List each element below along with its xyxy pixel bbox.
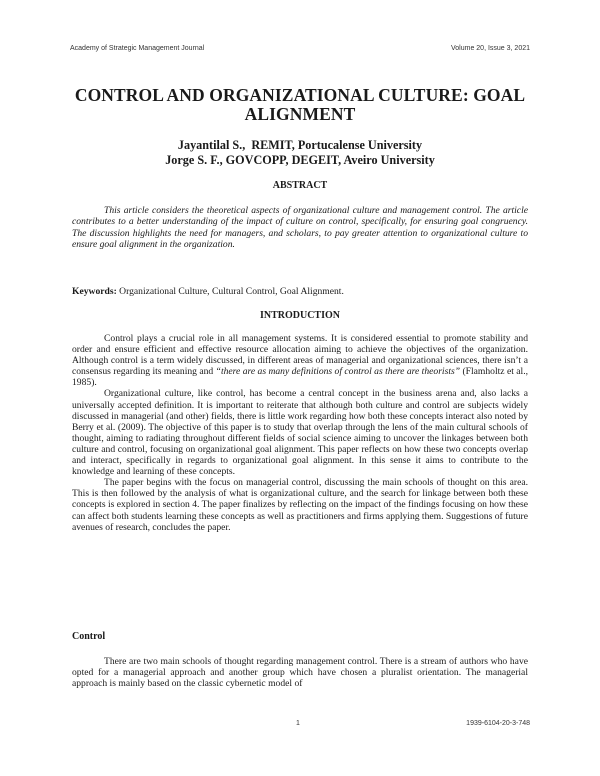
control-heading: Control	[72, 631, 106, 642]
abstract-heading: ABSTRACT	[272, 180, 328, 191]
control-paragraph-1: There are two main schools of thought regarding management control. There is a stream of authors who have opted for a managerial approach and another group which have chosen a pluralist orientation. The managerial approach is mainly based on the classic cybernetic model of	[72, 656, 528, 690]
intro-paragraph-3: The paper begins with the focus on managerial control, discussing the main schools of thought on this area. This is then followed by the analysis of what is organizational culture, and the search for linkage between both these concepts is explored in section 4. The paper finalizes by reflecting on the impact of the findings focusing on how these can affect both students learning these concepts as well as practitioners and firms applying them. Suggestions of future avenues of research, concludes the paper.	[72, 477, 528, 533]
keywords-label: Keywords:	[72, 286, 117, 297]
paper-title	[60, 86, 540, 124]
abstract-text: This article considers the theoretical aspects of organizational culture and management control. The article contributes to a better understanding of the impact of culture on control, specifically, for ensuring goal congruency. The discussion highlights the need for managers, and scholars, to pay greater attention to organizational culture to ensure goal alignment in the organization.	[72, 205, 528, 250]
page-number: 1	[296, 720, 300, 727]
journal-name: Academy of Strategic Management Journal	[70, 45, 205, 52]
intro-paragraph-2: Organizational culture, like control, has become a central concept in the business arena and, also lacks a universally accepted definition. It is important to reiterate that although both culture and control are subjects widely discussed in managerial (and other) fields, there is little work regarding how both these concepts interact also noted by Berry et al. (2009). The objective of this paper is to study that overlap through the lens of the main cultural schools of thought, aiming to radiating throughout different fields of social science aiming to uncover the linkages between both culture and control, focusing on organizational goal alignment. This paper reflects on how these two concepts overlap and interact, specifically in regards to organizational goal alignment. In this sense it aims to contribute to the knowledge and learning of these concepts.	[72, 388, 528, 478]
author-2: Jorge S. F., GOVCOPP, DEGEIT, Aveiro University	[165, 153, 435, 167]
keywords	[72, 286, 528, 297]
title-line-2: ALIGNMENT	[244, 104, 356, 124]
intro-p1-citation: (Flamholtz et al., 1985).	[72, 366, 529, 389]
author-list	[60, 138, 540, 168]
title-line-1: CONTROL AND ORGANIZATIONAL CULTURE: GOAL	[74, 85, 526, 105]
keywords-text: Organizational Culture, Cultural Control, Goal Alignment.	[116, 286, 344, 297]
intro-paragraph-1	[72, 333, 528, 388]
intro-p1-text: Control plays a crucial role in all management systems. It is considered essential to promote stability and order and ensure efficient and effective resource allocation aiming to achieve the objectives of the organization. Although control is a term widely discussed, in different areas of managerial and organizational sciences, there isn’t a consensus regarding its meaning and	[72, 333, 528, 378]
control-body	[72, 656, 528, 689]
author-1: Jayantilal S., REMIT, Portucalense University	[177, 138, 423, 152]
introduction-body	[72, 333, 528, 533]
article-id: 1939-6104-20-3-748	[466, 720, 530, 727]
introduction-heading: INTRODUCTION	[259, 310, 340, 321]
volume-issue: Volume 20, Issue 3, 2021	[451, 45, 530, 52]
intro-p1-quote: “there are as many definitions of control as there are theorists”	[215, 366, 461, 378]
